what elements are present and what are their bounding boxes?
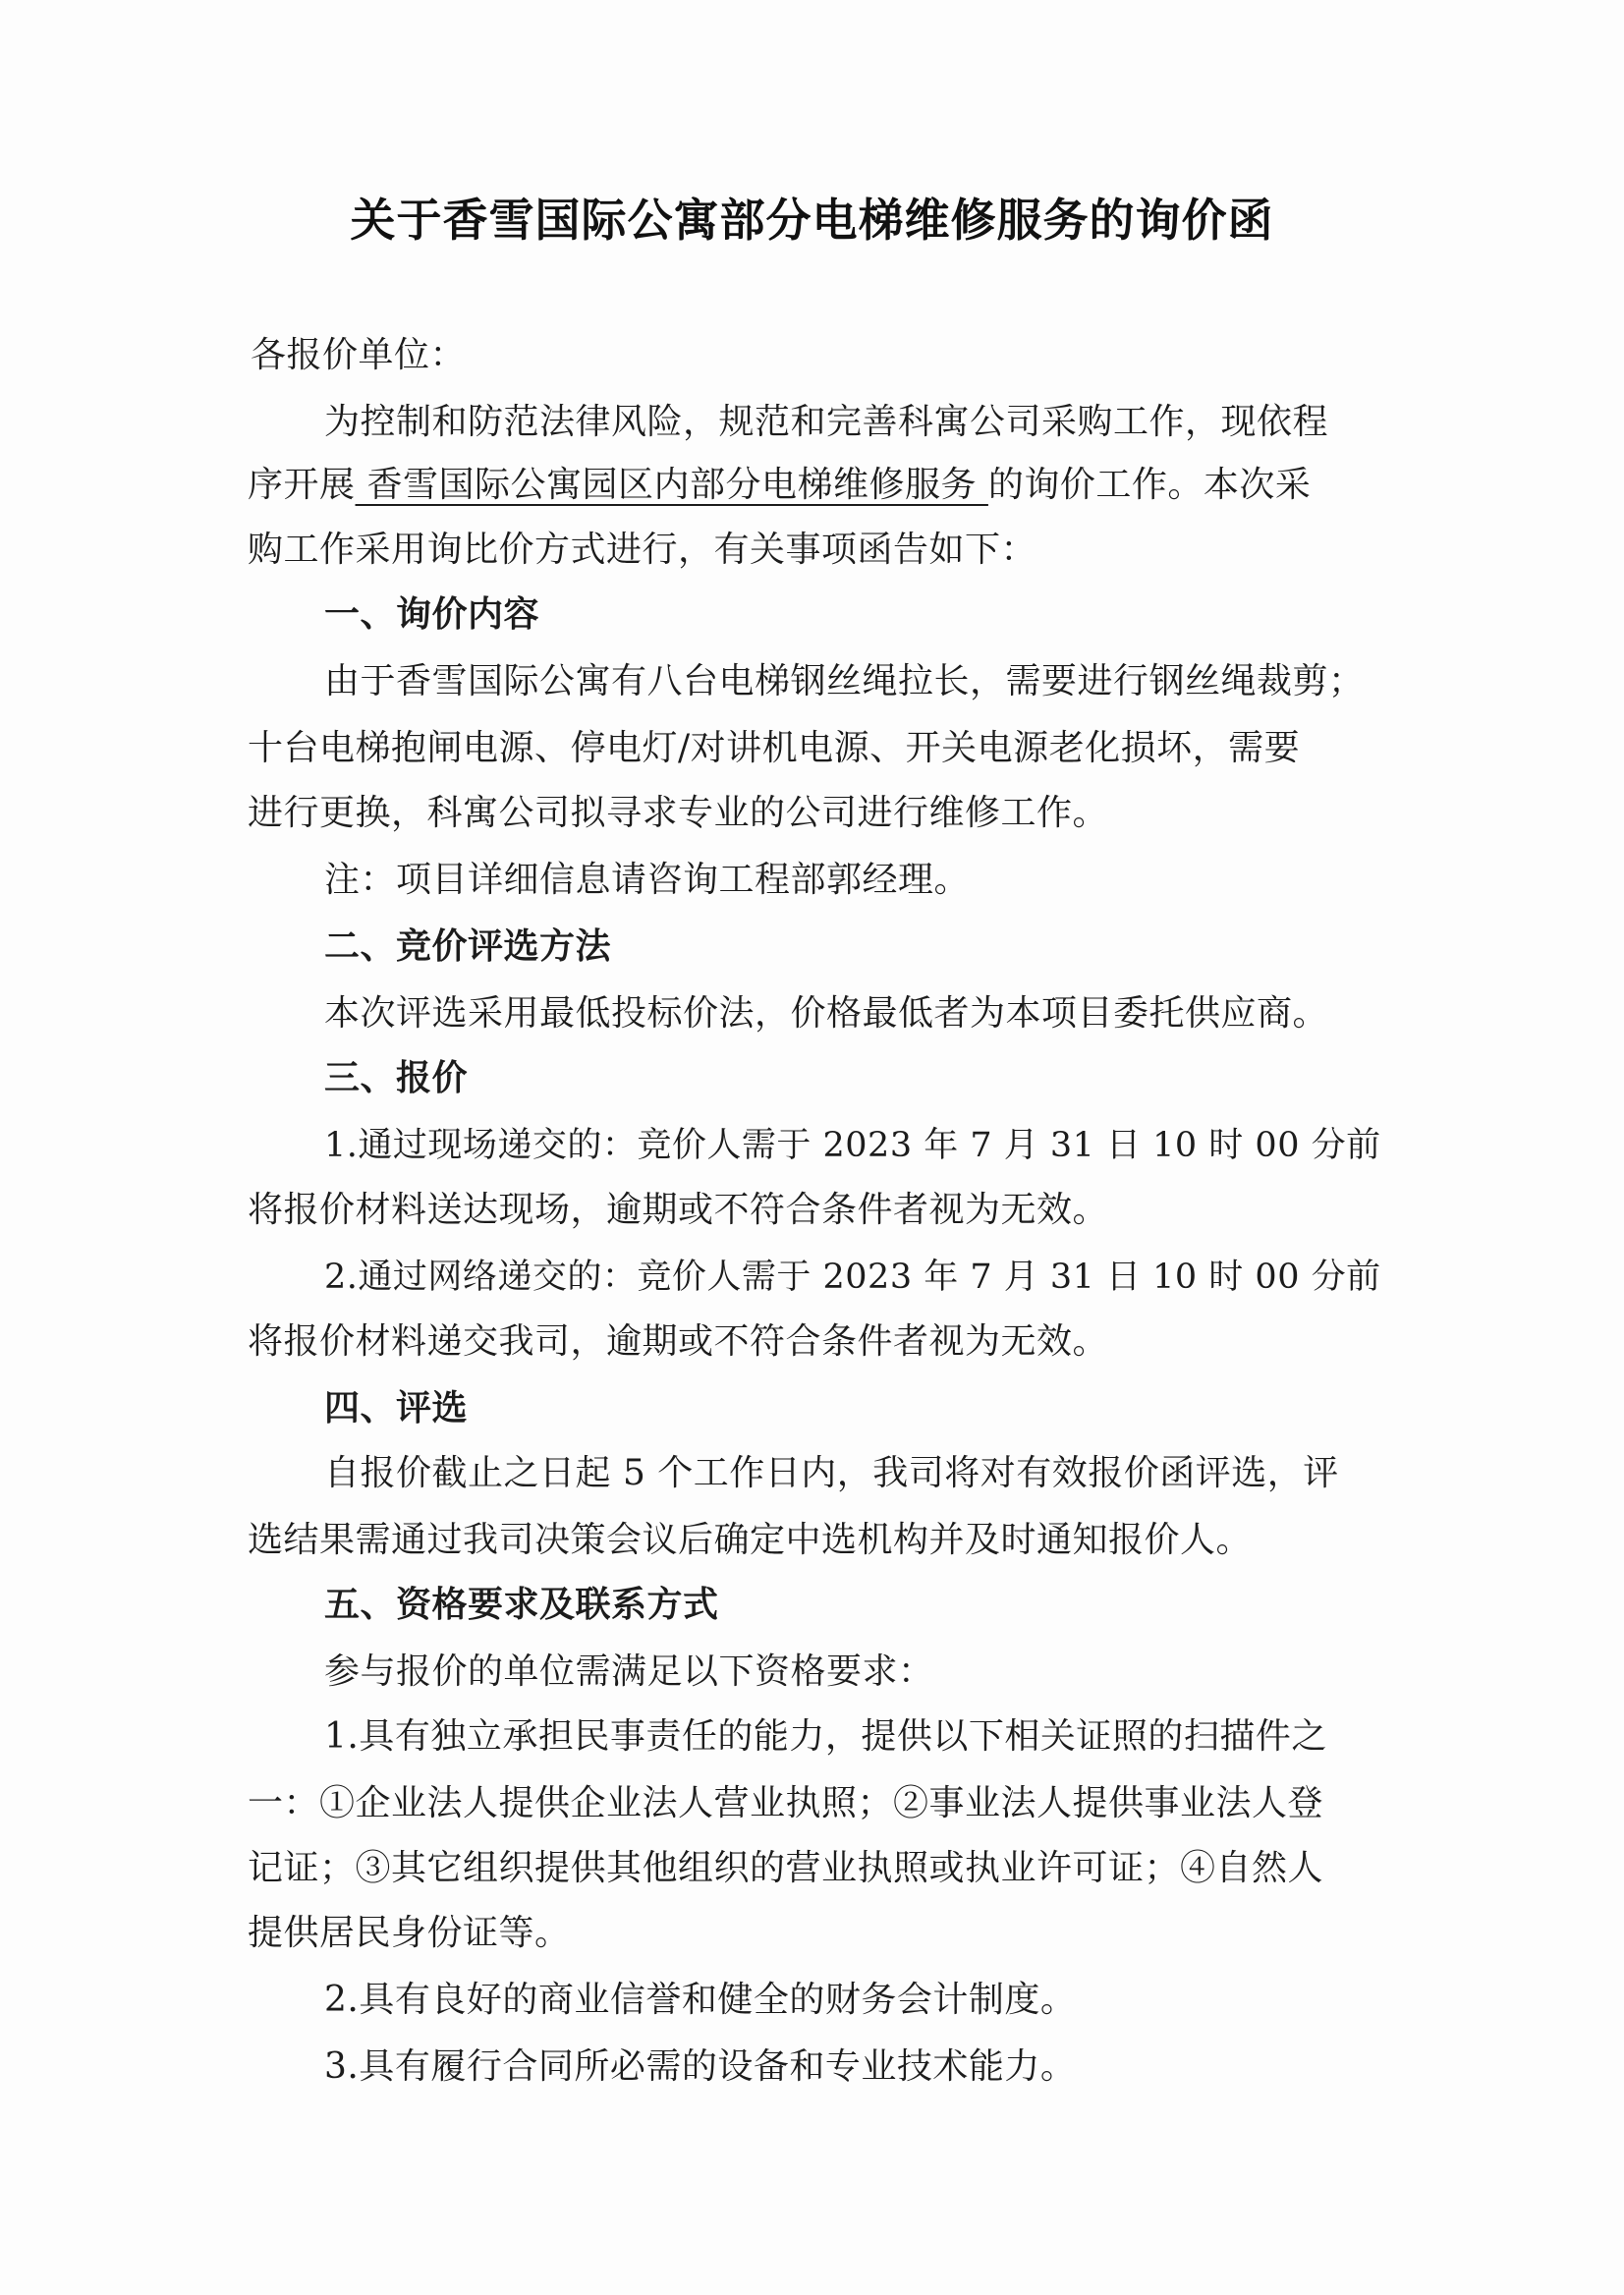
- section5-item2: 2.具有良好的商业信誉和健全的财务会计制度。: [324, 1980, 1077, 2020]
- document-title: 关于香雪国际公寓部分电梯维修服务的询价函: [350, 194, 1274, 247]
- section5-item3: 3.具有履行合同所必需的设备和专业技术能力。: [324, 2046, 1077, 2087]
- project-name: 香雪国际公寓园区内部分电梯维修服务: [355, 465, 988, 505]
- intro-line-3: 购工作采用询比价方式进行，有关事项函告如下：: [248, 530, 1037, 570]
- section3-item1-line-1: 1.通过现场递交的：竞价人需于 2023 年 7 月 31 日 10 时 00 分前: [324, 1126, 1381, 1165]
- section1-heading: 一、询价内容: [324, 594, 540, 635]
- intro-line-2-suffix: 的询价工作。本次采: [987, 465, 1312, 505]
- section5-heading: 五、资格要求及联系方式: [324, 1585, 719, 1625]
- section5-item1-line-4: 提供居民身份证等。: [248, 1913, 571, 1953]
- intro-line-2-prefix: 序开展: [248, 465, 356, 505]
- section1-line-1: 由于香雪国际公寓有八台电梯钢丝绳拉长，需要进行钢丝绳裁剪；: [324, 661, 1365, 701]
- section5-intro: 参与报价的单位需满足以下资格要求：: [324, 1651, 934, 1692]
- section2-line-1: 本次评选采用最低投标价法，价格最低者为本项目委托供应商。: [324, 993, 1329, 1034]
- section4-heading: 四、评选: [324, 1388, 469, 1428]
- intro-line-2: [248, 462, 1311, 509]
- section3-item2-line-1: 2.通过网络递交的：竞价人需于 2023 年 7 月 31 日 10 时 00 分前: [324, 1258, 1381, 1297]
- section1-note: 注：项目详细信息请咨询工程部郭经理。: [324, 860, 971, 900]
- section4-line-1: 自报价截止之日起 5 个工作日内，我司将对有效报价函评选，评: [324, 1453, 1339, 1493]
- section2-heading: 二、竞价评选方法: [324, 926, 612, 967]
- salutation: 各报价单位：: [251, 335, 467, 375]
- section3-heading: 三、报价: [324, 1058, 469, 1098]
- section5-item1-line-2: 一：①企业法人提供企业法人营业执照；②事业法人提供事业法人登: [248, 1783, 1324, 1823]
- section5-item1-line-3: 记证；③其它组织提供其他组织的营业执照或执业许可证；④自然人: [248, 1848, 1324, 1888]
- section3-item2-line-2: 将报价材料递交我司，逾期或不符合条件者视为无效。: [248, 1321, 1109, 1362]
- section1-line-2: 十台电梯抱闸电源、停电灯/对讲机电源、开关电源老化损坏，需要: [248, 728, 1301, 768]
- intro-line-1: 为控制和防范法律风险，规范和完善科寓公司采购工作，现依程: [324, 402, 1329, 442]
- section3-item1-line-2: 将报价材料送达现场，逾期或不符合条件者视为无效。: [248, 1190, 1109, 1230]
- section5-item1-line-1: 1.具有独立承担民事责任的能力，提供以下相关证照的扫描件之: [324, 1716, 1327, 1757]
- section4-line-2: 选结果需通过我司决策会议后确定中选机构并及时通知报价人。: [248, 1520, 1253, 1560]
- section1-line-3: 进行更换，科寓公司拟寻求专业的公司进行维修工作。: [248, 793, 1109, 833]
